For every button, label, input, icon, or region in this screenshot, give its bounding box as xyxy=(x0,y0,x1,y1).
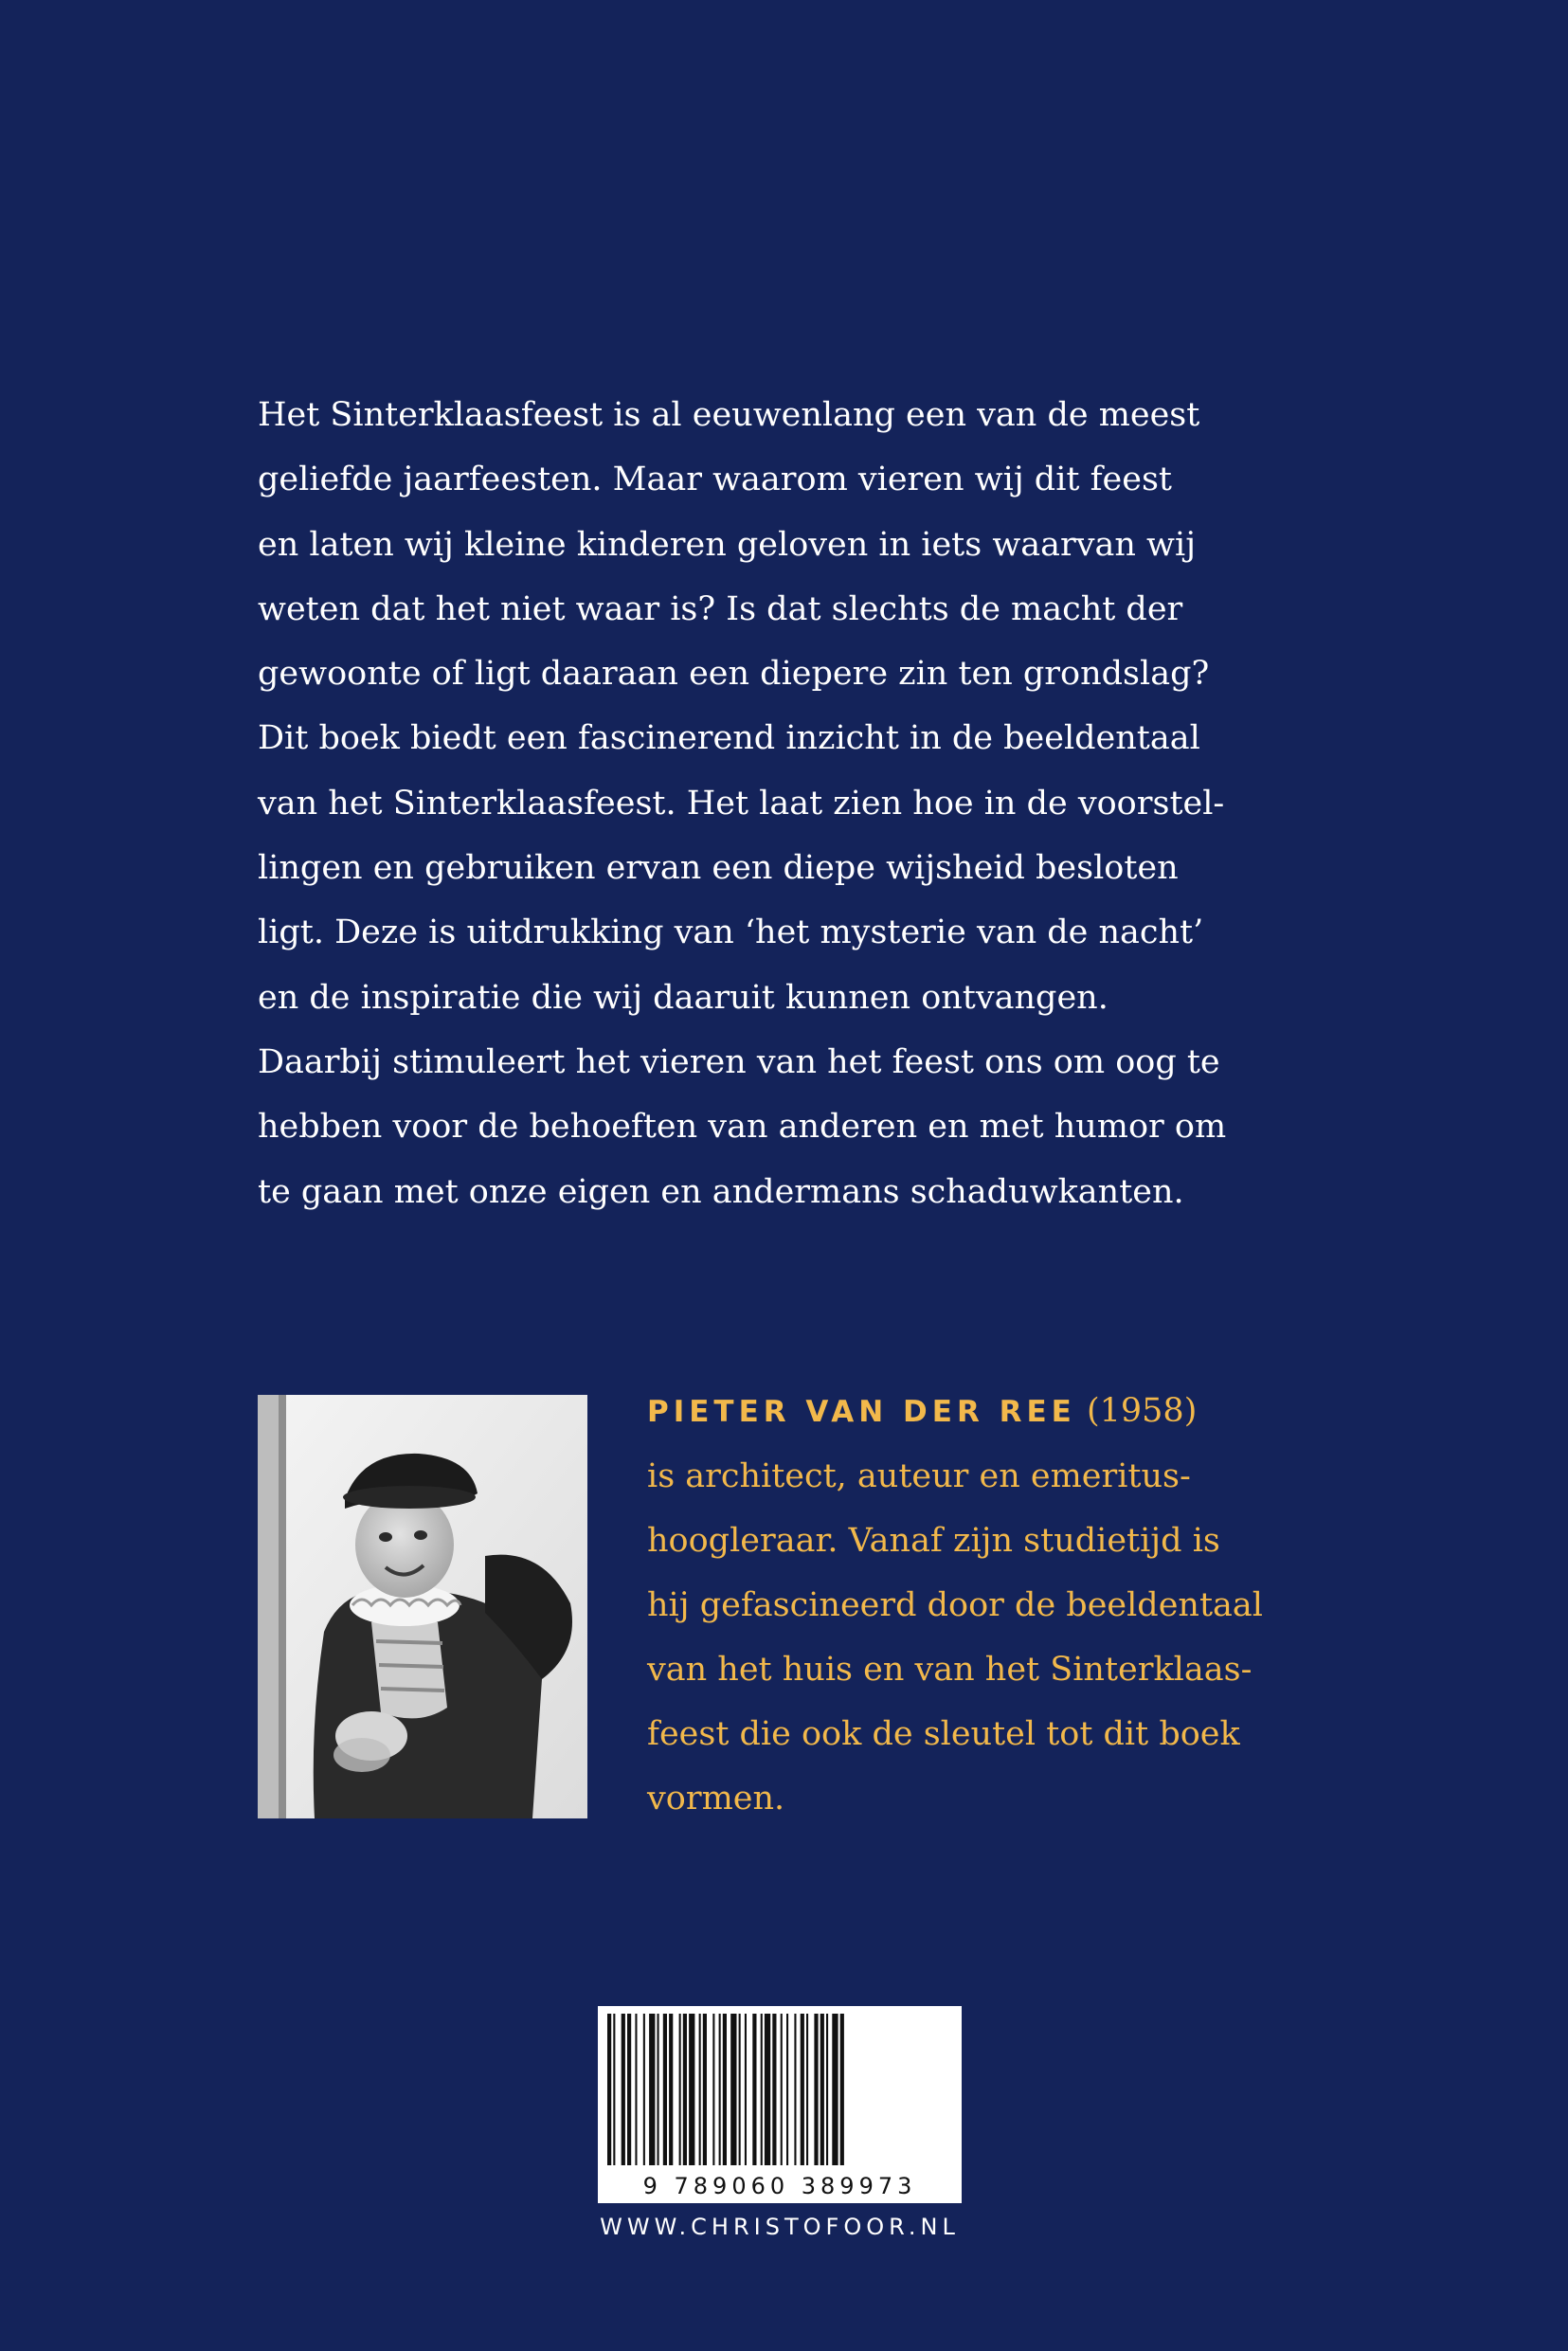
barcode-bar xyxy=(663,2014,667,2165)
barcode-bar xyxy=(781,2014,783,2165)
barcode-bar xyxy=(689,2014,694,2165)
blurb-line: Dit boek biedt een fascinerend inzicht in de beeldentaal xyxy=(258,719,1200,758)
blurb-line: ligt. Deze is uitdrukking van ‘het mysterie van de nacht’ xyxy=(258,913,1204,952)
barcode-bar xyxy=(794,2014,796,2165)
barcode-bar xyxy=(761,2014,763,2165)
barcode-bar xyxy=(703,2014,707,2165)
child-portrait-image xyxy=(258,1395,587,1818)
barcode-bar xyxy=(739,2014,741,2165)
barcode-bar xyxy=(832,2014,838,2165)
barcode-bar xyxy=(635,2014,637,2165)
barcode-bar xyxy=(669,2014,673,2165)
author-bio-line: hoogleraar. Vanaf zijn studietijd is xyxy=(647,1522,1220,1560)
blurb-line: van het Sinterklaasfeest. Het laat zien hoe in de voorstel- xyxy=(258,784,1225,823)
barcode-bar xyxy=(814,2014,818,2165)
barcode-bar xyxy=(712,2014,714,2165)
author-childhood-photo xyxy=(258,1395,587,1818)
barcode-bar xyxy=(613,2014,615,2165)
barcode-bar xyxy=(826,2014,828,2165)
isbn-number: 9 789060 389973 xyxy=(642,2173,917,2199)
back-cover-blurb xyxy=(258,383,1319,1224)
barcode-bars xyxy=(598,2006,962,2167)
barcode-bar xyxy=(649,2014,655,2165)
author-bio-line: hij gefascineerd door de beeldentaal xyxy=(647,1586,1263,1624)
blurb-line: geliefde jaarfeesten. Maar waarom vieren wij dit feest xyxy=(258,461,1172,499)
blurb-line: Het Sinterklaasfeest is al eeuwenlang een van de meest xyxy=(258,396,1200,434)
blurb-line: hebben voor de behoeften van anderen en met humor om xyxy=(258,1108,1227,1147)
barcode-bar xyxy=(730,2014,736,2165)
blurb-line: en laten wij kleine kinderen geloven in iets waarvan wij xyxy=(258,525,1197,564)
barcode-bar xyxy=(765,2014,770,2165)
blurb-line: lingen en gebruiken ervan een diepe wijsheid besloten xyxy=(258,849,1179,888)
barcode-bar xyxy=(658,2014,659,2165)
author-bio-line: vormen. xyxy=(647,1780,785,1818)
blurb-line: gewoonte of ligt daaraan een diepere zin ten grondslag? xyxy=(258,655,1210,694)
author-heading xyxy=(647,1379,1329,1444)
blurb-line: weten dat het niet waar is? Is dat slechts de macht der xyxy=(258,589,1183,628)
author-bio-line: is architect, auteur en emeritus- xyxy=(647,1457,1191,1495)
author-bio-line: van het huis en van het Sinterklaas- xyxy=(647,1651,1253,1689)
barcode-bar xyxy=(719,2014,721,2165)
blurb-line: Daarbij stimuleert het vieren van het feest ons om oog te xyxy=(258,1042,1220,1081)
author-bio-line: feest die ook de sleutel tot dit boek xyxy=(647,1715,1240,1753)
isbn-barcode xyxy=(598,2006,962,2203)
barcode-bar xyxy=(752,2014,756,2165)
blurb-line: en de inspiratie die wij daaruit kunnen ontvangen. xyxy=(258,978,1108,1017)
barcode-bar xyxy=(840,2014,844,2165)
author-birth-year: (1958) xyxy=(1086,1392,1198,1430)
barcode-bar xyxy=(643,2014,645,2165)
author-bio xyxy=(647,1379,1329,1831)
barcode-bar xyxy=(786,2014,788,2165)
barcode-bar xyxy=(683,2014,687,2165)
publisher-website: WWW.CHRISTOFOOR.NL xyxy=(600,2214,960,2240)
barcode-bar xyxy=(679,2014,681,2165)
barcode-bar xyxy=(699,2014,701,2165)
barcode-bar xyxy=(745,2014,747,2165)
barcode-bar xyxy=(607,2014,611,2165)
barcode-bar xyxy=(723,2014,727,2165)
barcode-bar xyxy=(772,2014,776,2165)
barcode-bar xyxy=(806,2014,808,2165)
author-name: PIETER VAN DER REE xyxy=(647,1395,1076,1429)
barcode-bar xyxy=(820,2014,824,2165)
barcode-bar xyxy=(801,2014,804,2165)
barcode-bar xyxy=(622,2014,625,2165)
barcode-bar xyxy=(627,2014,631,2165)
blurb-line: te gaan met onze eigen en andermans schaduwkanten. xyxy=(258,1172,1184,1211)
